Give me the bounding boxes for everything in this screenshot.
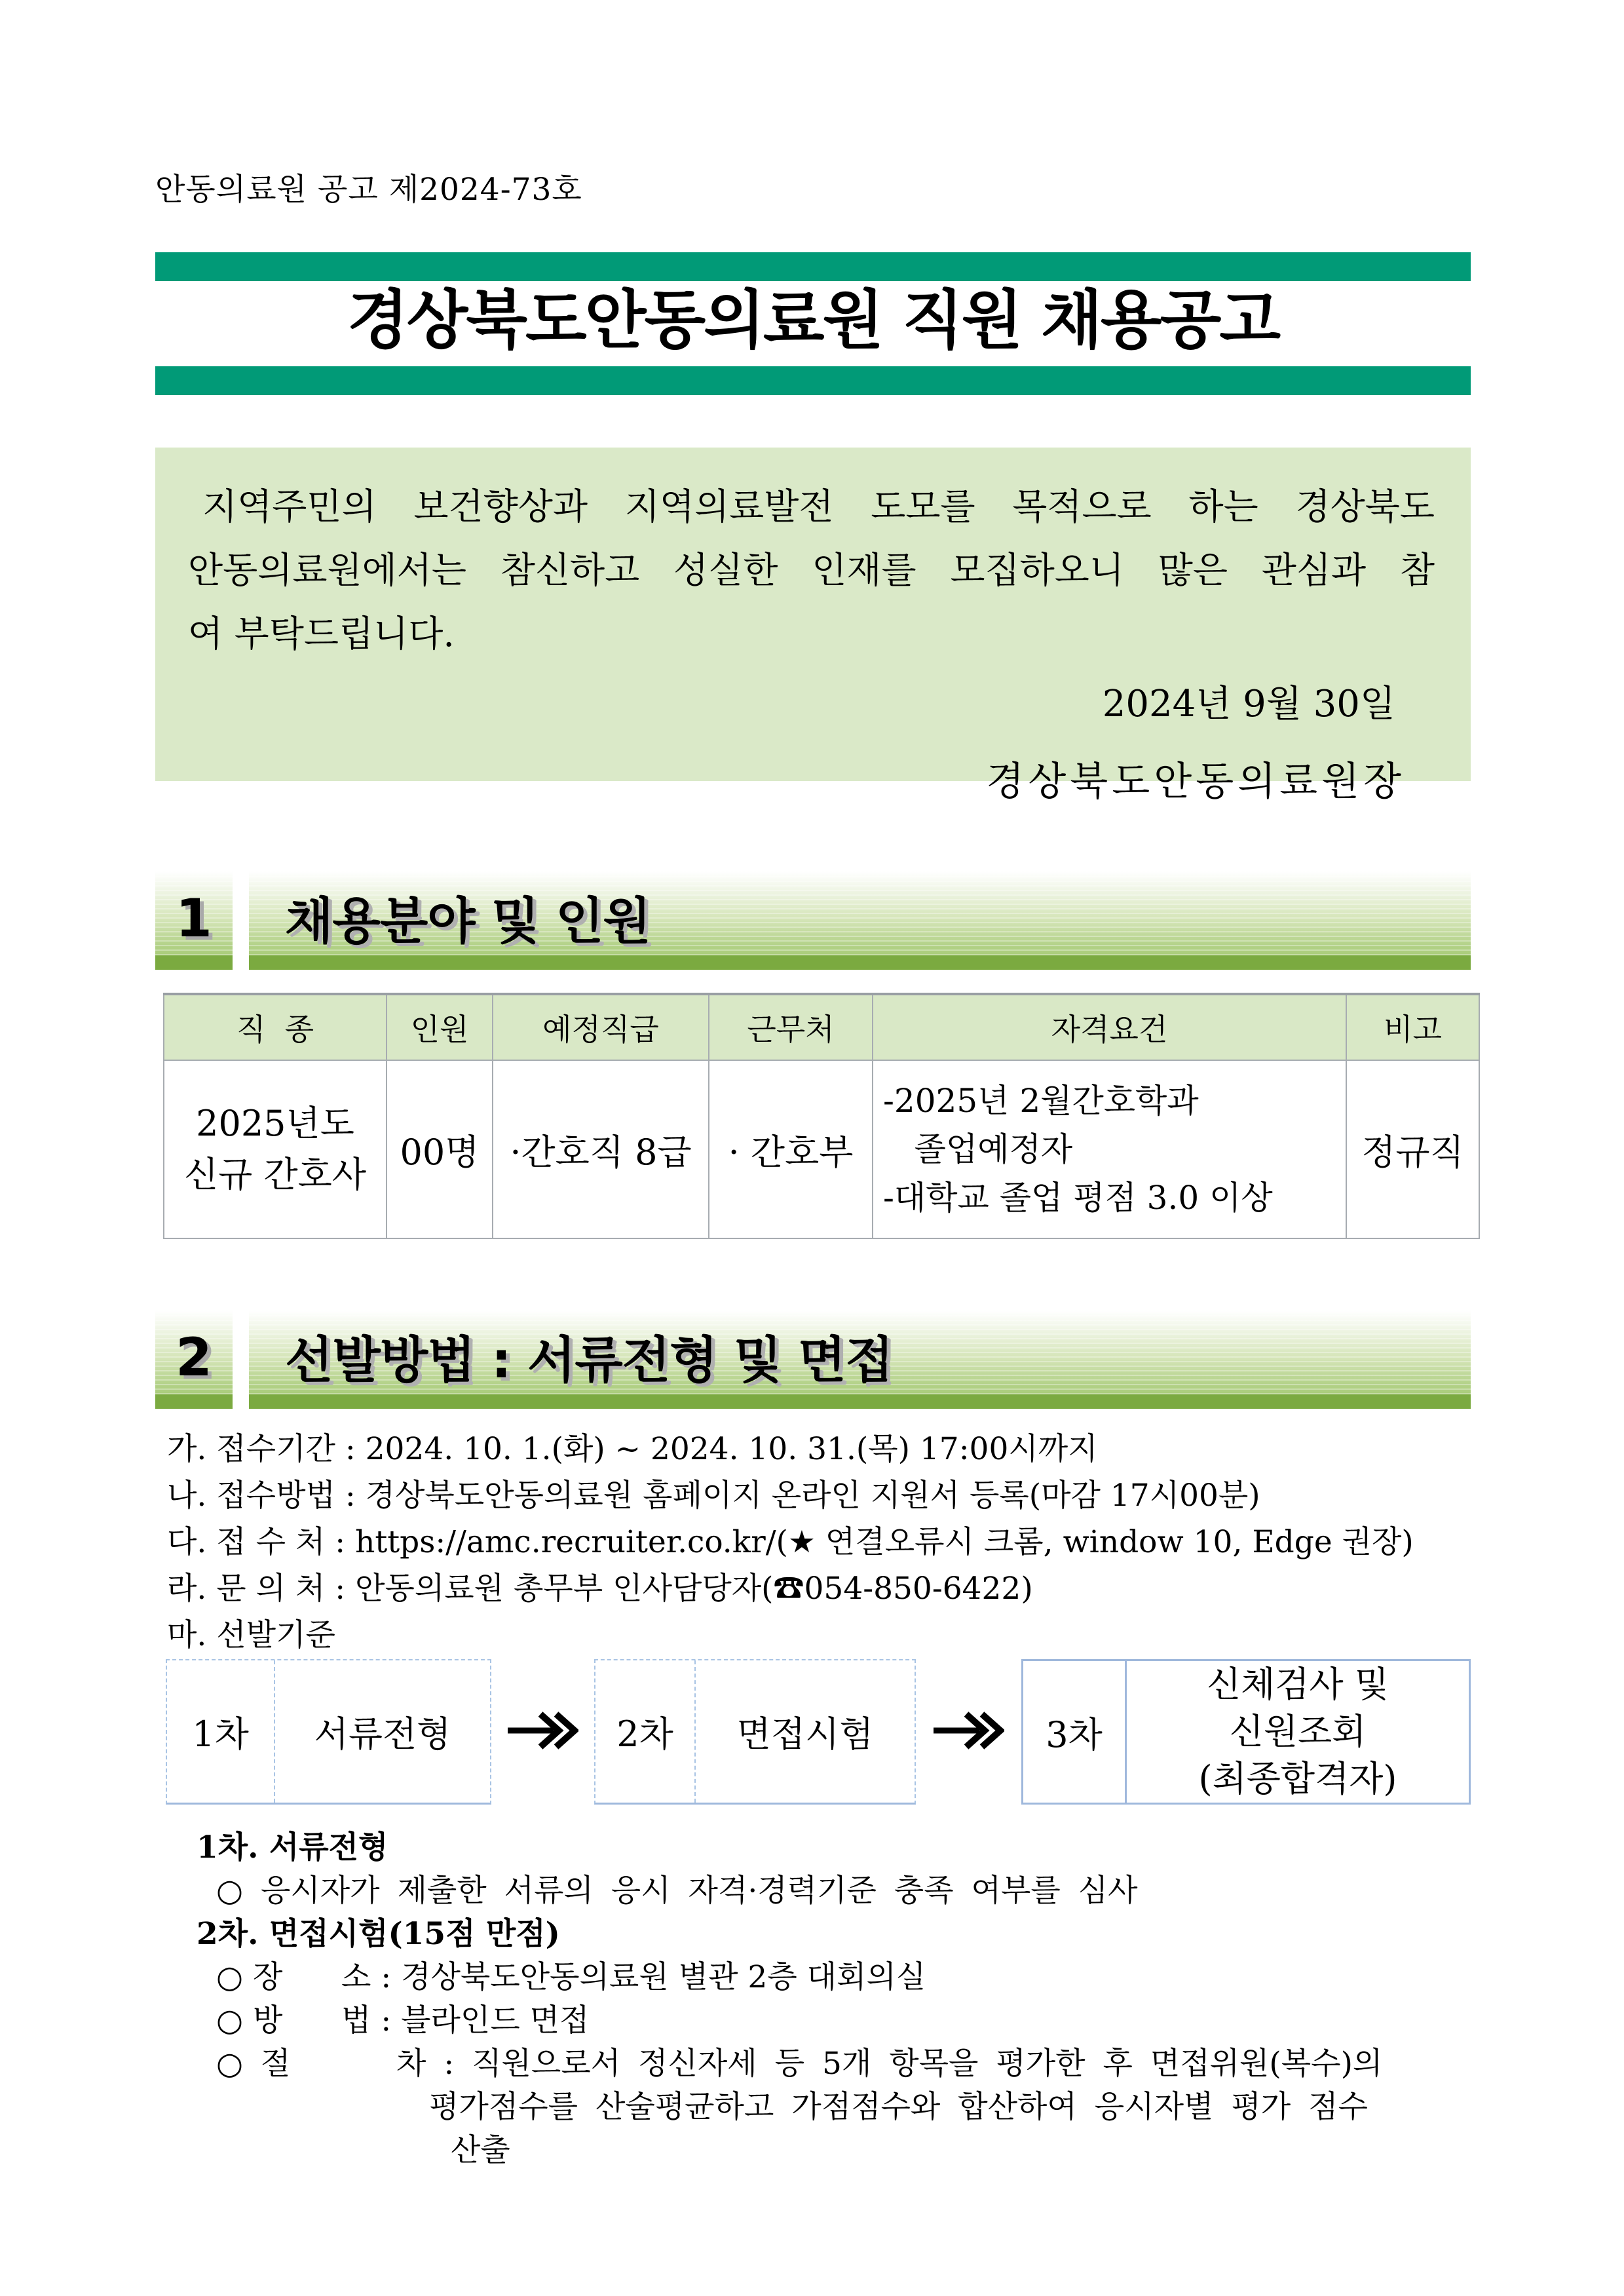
section1-number: 1 (176, 887, 212, 949)
flow-step-2 (594, 1659, 916, 1805)
flow-step-3-name: 신체검사 및 신원조회 (최종합격자) (1198, 1664, 1397, 1799)
page-title: 경상북도안동의료원 직원 채용공고 (347, 283, 1279, 357)
title-rule-top (155, 252, 1471, 281)
cell-grade: ·간호직 8급 (493, 1060, 709, 1238)
detail-line: 평가점수를 산술평균하고 가점점수와 합산하여 응시자별 평가 점수 (429, 2089, 1368, 2125)
recruitment-table (163, 993, 1480, 1239)
section2-number-box (155, 1311, 233, 1409)
detail-heading-stage2: 2차. 면접시험(15점 만점) (197, 1916, 560, 1952)
list-item: 마. 선발기준 (167, 1617, 335, 1653)
col-header-note: 비고 (1346, 994, 1479, 1060)
flow-arrow-icon (506, 1709, 578, 1752)
intro-line: 안동의료원에서는 참신하고 성실한 인재를 모집하오니 많은 관심과 참 (188, 549, 1435, 591)
section2-title-bar (249, 1311, 1471, 1409)
detail-line: ○ 장 소 : 경상북도안동의료원 별관 2층 대회의실 (216, 1959, 926, 1995)
section1-title: 채용분야 및 인원 (285, 891, 651, 950)
table-row (164, 1060, 1479, 1238)
intro-line: 지역주민의 보건향상과 지역의료발전 도모를 목적으로 하는 경상북도 (202, 486, 1435, 527)
detail-line: 산출 (451, 2132, 510, 2168)
col-header-workplace: 근무처 (709, 994, 873, 1060)
col-header-grade: 예정직급 (493, 994, 709, 1060)
cell-count: 00명 (387, 1060, 493, 1238)
col-header-requirements: 자격요건 (873, 994, 1346, 1060)
section1-title-bar (249, 871, 1471, 970)
cell-note: 정규직 (1346, 1060, 1479, 1238)
flow-step-2-name: 면접시험 (736, 1713, 874, 1755)
section2-number: 2 (176, 1326, 212, 1388)
col-header-count: 인원 (387, 994, 493, 1060)
detail-line: ○ 응시자가 제출한 서류의 응시 자격·경력기준 충족 여부를 심사 (216, 1873, 1138, 1909)
flow-step-1 (166, 1659, 491, 1805)
section1-number-box (155, 871, 233, 970)
flow-step-1-label: 1차 (167, 1660, 275, 1803)
list-item: 가. 접수기간 : 2024. 10. 1.(화) ~ 2024. 10. 31.(목) 17:00시까지 (167, 1431, 1098, 1467)
intro-signer: 경상북도안동의료원장 (986, 759, 1405, 805)
intro-line: 여 부탁드립니다. (188, 613, 455, 655)
section2-title: 선발방법 : 서류전형 및 면접 (285, 1330, 893, 1389)
list-item: 나. 접수방법 : 경상북도안동의료원 홈페이지 온라인 지원서 등록(마감 17시00분) (167, 1478, 1260, 1514)
section2-banner (155, 1311, 1471, 1409)
list-item: 라. 문 의 처 : 안동의료원 총무부 인사담당자(☎054-850-6422) (167, 1571, 1033, 1607)
flow-arrow-icon (932, 1709, 1004, 1752)
flow-step-2-label: 2차 (595, 1660, 696, 1803)
section1-banner (155, 871, 1471, 970)
intro-date: 2024년 9월 30일 (1102, 683, 1395, 725)
cell-job: 2025년도 신규 간호사 (164, 1060, 387, 1238)
detail-heading-stage1: 1차. 서류전형 (197, 1829, 388, 1866)
flow-step-3 (1021, 1659, 1471, 1805)
detail-line: ○ 방 법 : 블라인드 면접 (216, 2002, 590, 2038)
list-item: 다. 접 수 처 : https://amc.recruiter.co.kr/(★ 연결오류시 크롬, window 10, Edge 권장) (167, 1524, 1414, 1560)
cell-requirements: -2025년 2월간호학과 졸업예정자 -대학교 졸업 평점 3.0 이상 (873, 1060, 1346, 1238)
detail-line: ○ 절 차 : 직원으로서 정신자세 등 5개 항목을 평가한 후 면접위원(복수)의 (216, 2046, 1383, 2082)
intro-box (155, 448, 1471, 805)
table-header-row (164, 994, 1479, 1060)
notice-number: 안동의료원 공고 제2024-73호 (155, 172, 582, 208)
col-header-job: 직 종 (164, 994, 387, 1060)
cell-workplace: · 간호부 (709, 1060, 873, 1238)
application-info-list (167, 1426, 1477, 1658)
flow-step-1-name: 서류전형 (314, 1713, 451, 1755)
flow-step-3-label: 3차 (1023, 1661, 1127, 1803)
title-rule-bottom (155, 366, 1471, 395)
